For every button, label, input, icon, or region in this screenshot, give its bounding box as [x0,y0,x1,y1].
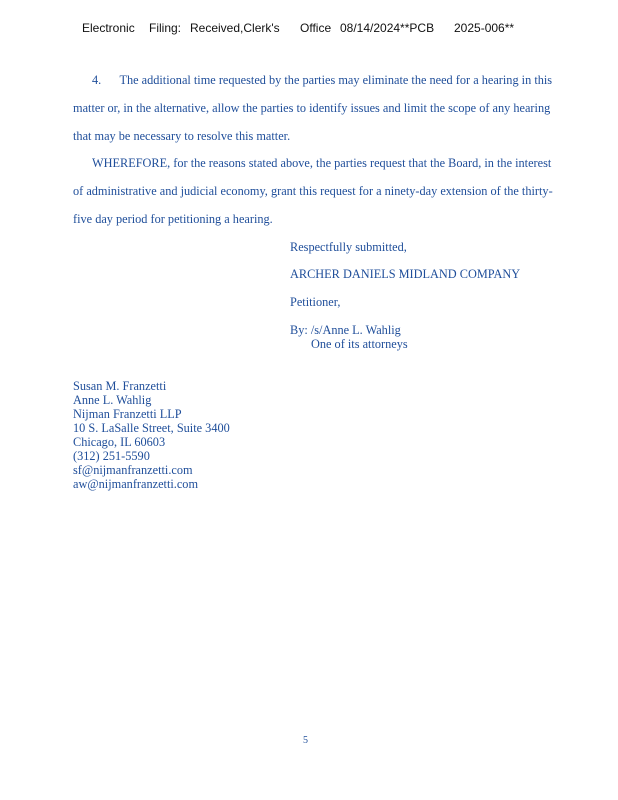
header-office: Office [300,21,332,35]
address-line: Anne L. Wahlig [73,393,152,407]
signature-petitioner: Petitioner, [290,295,341,309]
page-number: 5 [303,735,308,746]
paragraph-4-line-2: matter or, in the alternative, allow the parties to identify issues and limit the scope of any hearing [73,101,551,115]
address-line: Susan M. Franzetti [73,379,167,393]
signature-attorneys: One of its attorneys [311,337,408,351]
address-email-link[interactable]: sf@nijmanfranzetti.com [73,463,193,477]
address-line: (312) 251-5590 [73,449,150,463]
address-email-link[interactable]: aw@nijmanfranzetti.com [73,477,199,491]
wherefore-line-1: WHEREFORE, for the reasons stated above, the parties request that the Board, in the interest [92,156,552,170]
header-case-number: 2025-006** [454,21,515,35]
attorney-address-block [73,379,230,491]
address-line: Nijman Franzetti LLP [73,407,182,421]
address-line: Chicago, IL 60603 [73,435,166,449]
header-filing: Filing: [149,21,182,35]
header-received: Received,Clerk's [190,21,280,35]
signature-by: By: /s/Anne L. Wahlig [290,323,401,337]
header-date: 08/14/2024**PCB [340,21,435,35]
address-line: 10 S. LaSalle Street, Suite 3400 [73,421,230,435]
signature-respectfully: Respectfully submitted, [290,240,407,254]
paragraph-4-line-1: 4. The additional time requested by the parties may eliminate the need for a hearing in this [92,73,553,87]
signature-company: ARCHER DANIELS MIDLAND COMPANY [290,267,521,281]
header-electronic: Electronic [82,21,135,35]
paragraph-4-line-3: that may be necessary to resolve this matter. [73,129,291,143]
wherefore-line-3: five day period for petitioning a hearing. [73,212,273,226]
wherefore-line-2: of administrative and judicial economy, grant this request for a ninety-day extension of the thirty- [73,184,553,198]
